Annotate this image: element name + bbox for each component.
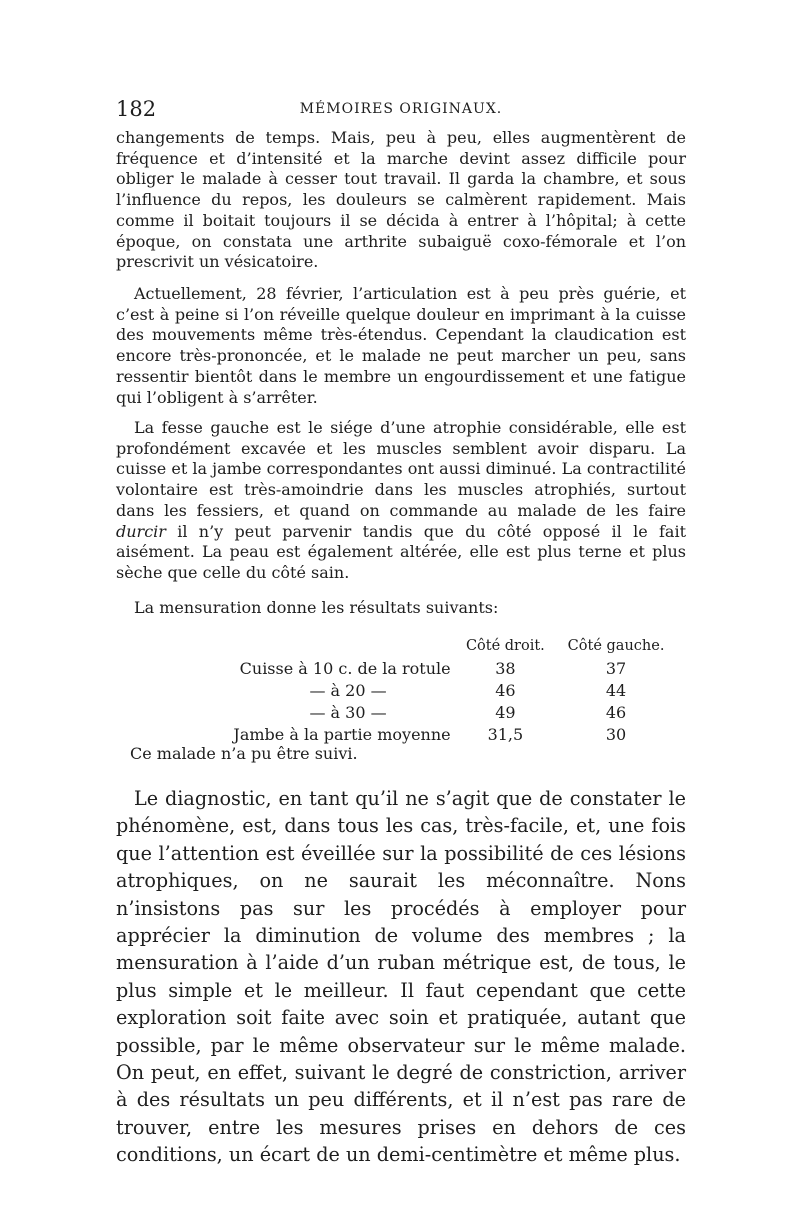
paragraph-atrophy-italic: durcir: [116, 521, 166, 541]
running-head: [116, 97, 686, 123]
row-label: — à 20 —: [309, 680, 387, 700]
paragraph-atrophy: [116, 418, 686, 584]
paragraph-diagnosis: Le diagnostic, en tant qu’il ne s’agit que de constater le phénomène, est, dans tous les cas, très-facile, et, une fois que l’attention est éveillée sur la possibilité de ces lésions atrophiques, on ne saurait les méconnaître. Nons n’insistons pas sur les procédés à employer pour apprécier la diminution de volume des membres ; la mensuration à l’aide d’un ruban métrique est, de tous, le plus simple et le meilleur. Il faut cependant que cette exploration soit faite avec soin et pratiquée, autant que possible, par le même observateur sur le même malade. On peut, en effet, suivant le degré de constriction, arriver à des résultats un peu différents, et il n’est pas rare de trouver, entre les mesures prises en dehors de ces conditions, un écart de un demi-centimètre et même plus.: [116, 787, 686, 1167]
left-value: 30: [605, 724, 627, 744]
left-value: 46: [605, 702, 627, 722]
paragraph-measurement-intro: La mensuration donne les résultats suivants:: [134, 598, 499, 617]
row-label: — à 30 —: [309, 702, 387, 722]
follow-up-note: Ce malade n’a pu être suivi.: [130, 744, 358, 763]
header-right-side: Côté droit.: [465, 638, 545, 654]
paragraph-atrophy-text-a: La fesse gauche est le siége d’une atrophie considérable, elle est profondément excavée et les muscles semblent avoir disparu. La cuisse et la jambe correspondantes ont aussi diminué. La contractilité volontaire est très-amoindrie dans les muscles atrophiés, surtout dans les fessiers, et quand on commande au malade de les faire: [116, 418, 686, 520]
table-header-blank: [132, 635, 451, 657]
paragraph-current-state-text: Actuellement, 28 février, l’articulation est à peu près guérie, et c’est à peine si l’on réveille quelque douleur en imprimant à la cuisse des mouvements même très-étendus. Cependant la claudication est encore très-prononcée, et le malade ne peut marcher un peu, sans ressentir bientôt dans le membre un engourdissement et une fatigue qui l’obligent à s’arrêter.: [116, 284, 686, 407]
left-value: 37: [605, 658, 627, 678]
table-row: [132, 679, 672, 701]
table-row: [132, 701, 672, 723]
right-value: 49: [495, 702, 516, 722]
right-value: 38: [495, 658, 516, 678]
paragraph-atrophy-text-b: il n’y peut parvenir tandis que du côté opposé il le fait aisément. La peau est également altérée, elle est plus terne et plus sèche que celle du côté sain.: [116, 521, 686, 582]
row-label: Cuisse à 10 c. de la rotule: [239, 658, 451, 678]
running-title: MÉMOIRES ORIGINAUX.: [299, 101, 503, 117]
table-header-row: [132, 635, 672, 657]
paragraph-current-state: [116, 284, 686, 408]
paragraph-case-history: changements de temps. Mais, peu à peu, elles augmentèrent de fréquence et d’intensité et la marche devint assez difficile pour obliger le malade à cesser tout travail. Il garda la chambre, et sous l’influence du repos, les douleurs se calmèrent rapidement. Mais comme il boitait toujours il se décida à entrer à l’hôpital; à cette époque, on constata une arthrite subaiguë coxo-fémorale et l’on prescrivit un vésicatoire.: [116, 128, 686, 272]
right-value: 46: [495, 680, 516, 700]
right-value: 31,5: [487, 724, 524, 744]
table-row: [132, 657, 672, 679]
table-row: [132, 723, 672, 745]
left-value: 44: [605, 680, 627, 700]
page-number: 182: [116, 97, 157, 121]
row-label: Jambe à la partie moyenne: [233, 724, 451, 744]
measurement-table: [132, 635, 672, 745]
header-left-side: Côté gauche.: [567, 638, 665, 654]
